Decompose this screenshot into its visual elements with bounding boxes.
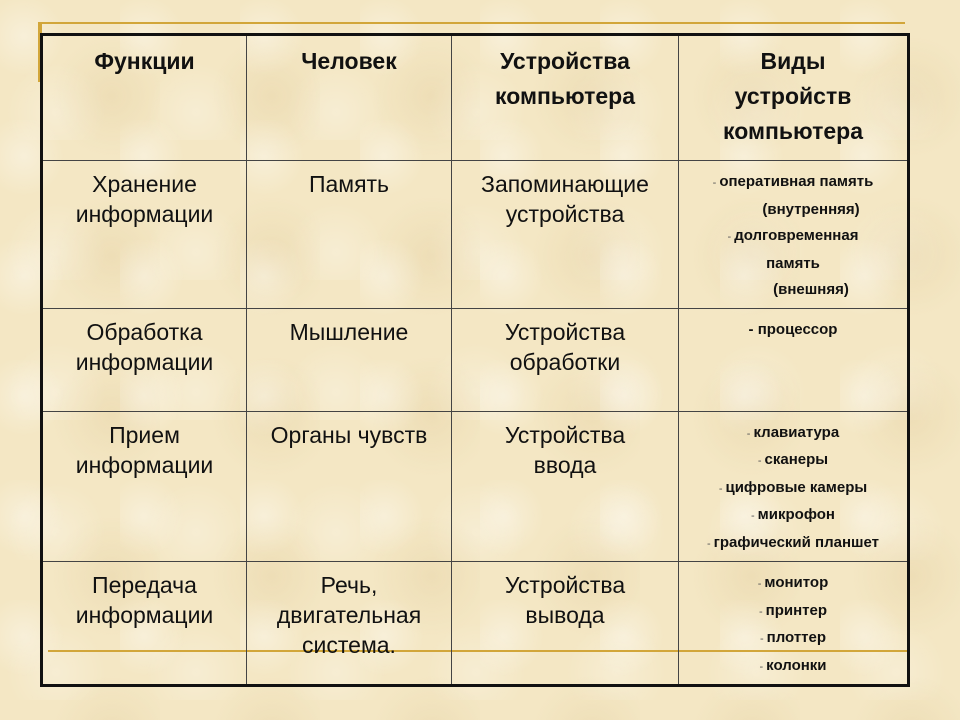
human-cell: Органы чувств [247, 411, 452, 562]
list-item: - плоттер [759, 629, 827, 646]
header-human: Человек [247, 35, 452, 161]
human-cell: Речь, двигательная система. [247, 562, 452, 686]
table-row [42, 411, 909, 562]
list-item: (внутренняя) [762, 200, 860, 218]
device-types-cell [679, 308, 909, 411]
functions-comparison-table [40, 33, 910, 687]
device-cell: Устройства ввода [452, 411, 679, 562]
function-cell: Хранение информации [42, 161, 247, 309]
device-cell: Устройства обработки [452, 308, 679, 411]
human-cell: Мышление [247, 308, 452, 411]
function-cell: Обработка информации [42, 308, 247, 411]
decorative-top-line [40, 22, 905, 24]
list-item: - микрофон [751, 506, 835, 523]
device-cell: Запоминающие устройства [452, 161, 679, 309]
device-cell: Устройства вывода [452, 562, 679, 686]
device-types-cell [679, 411, 909, 562]
function-cell: Передача информации [42, 562, 247, 686]
header-computer-devices: Устройства компьютера [452, 35, 679, 161]
device-types-cell [679, 562, 909, 686]
header-functions: Функции [42, 35, 247, 161]
list-item: - долговременная [727, 227, 859, 244]
list-item: - монитор [757, 574, 829, 591]
list-item: (внешняя) [773, 281, 849, 298]
table-row [42, 161, 909, 309]
human-cell: Память [247, 161, 452, 309]
table-header-row [42, 35, 909, 161]
list-item: - принтер [758, 601, 828, 619]
list-item: - оперативная память [712, 173, 874, 190]
list-item: - колонки [759, 656, 827, 674]
list-item: - графический планшет [706, 533, 880, 551]
header-device-types: Виды устройств компьютера [679, 35, 909, 161]
list-item: память [766, 254, 820, 272]
list-item: - цифровые камеры [718, 478, 868, 496]
function-cell: Прием информации [42, 411, 247, 562]
device-types-cell [679, 161, 909, 309]
list-item: - процессор [748, 320, 838, 338]
list-item: - клавиатура [746, 423, 840, 441]
table-row [42, 562, 909, 686]
table-row [42, 308, 909, 411]
list-item: - сканеры [757, 451, 829, 468]
